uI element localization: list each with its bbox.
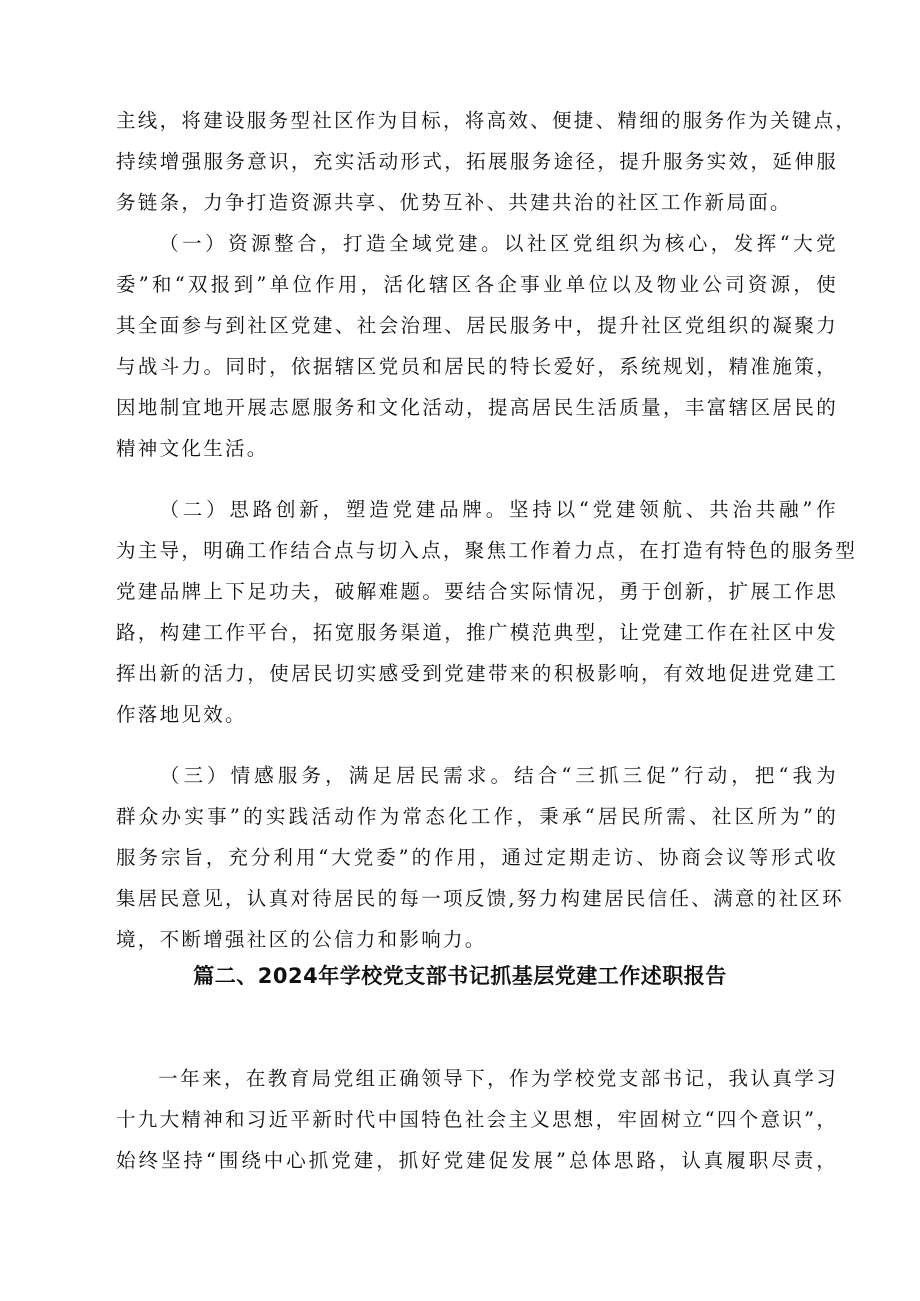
text-line: 集居民意见，认真对待居民的每一项反馈,努力构建居民信任、满意的社区环 bbox=[116, 887, 844, 910]
text-line: 持续增强服务意识，充实活动形式，拓展服务途径，提升服务实效，延伸服 bbox=[116, 150, 838, 173]
text-line: 务链条，力争打造资源共享、优势互补、共建共治的社区工作新局面。 bbox=[116, 191, 792, 214]
text-line: 委”和“双报到”单位作用，活化辖区各企事业单位以及物业公司资源，使 bbox=[116, 273, 838, 296]
section-heading: 篇二、2024年学校党支部书记抓基层党建工作述职报告 bbox=[193, 964, 727, 988]
text-line: 境，不断增强社区的公信力和影响力。 bbox=[116, 928, 487, 951]
text-line: 精神文化生活。 bbox=[116, 437, 269, 460]
text-line: 主线，将建设服务型社区作为目标，将高效、便捷、精细的服务作为关键点， bbox=[116, 109, 858, 132]
text-line: 挥出新的活力，使居民切实感受到党建带来的积极影响，有效地促进党建工 bbox=[116, 662, 838, 685]
text-line: 一年来，在教育局党组正确领导下，作为学校党支部书记，我认真学习 bbox=[158, 1067, 838, 1090]
text-line: （二）思路创新，塑造党建品牌。坚持以“党建领航、共治共融”作 bbox=[158, 498, 838, 521]
paragraph-report-opening bbox=[116, 1058, 838, 1181]
text-line: 路，构建工作平台，拓宽服务渠道，推广模范典型，让党建工作在社区中发 bbox=[116, 621, 838, 644]
text-line: 十九大精神和习近平新时代中国特色社会主义思想，牢固树立“四个意识”， bbox=[116, 1108, 839, 1131]
paragraph-section-one bbox=[116, 223, 838, 469]
text-line: 群众办实事”的实践活动作为常态化工作，秉承“居民所需、社区所为”的 bbox=[116, 805, 838, 828]
text-line: 因地制宜地开展志愿服务和文化活动，提高居民生活质量，丰富辖区居民的 bbox=[116, 396, 838, 419]
text-line: 与战斗力。同时，依据辖区党员和居民的特长爱好，系统规划，精准施策， bbox=[116, 355, 838, 378]
text-line: 始终坚持“围绕中心抓党建，抓好党建促发展”总体思路，认真履职尽责， bbox=[116, 1149, 838, 1172]
paragraph-intro-continuation bbox=[116, 100, 858, 223]
text-line: 作落地见效。 bbox=[116, 703, 247, 726]
text-line: 其全面参与到社区党建、社会治理、居民服务中，提升社区党组织的凝聚力 bbox=[116, 314, 838, 337]
text-line: 服务宗旨，充分利用“大党委”的作用，通过定期走访、协商会议等形式收 bbox=[116, 846, 838, 869]
text-line: （一）资源整合，打造全域党建。以社区党组织为核心，发挥“大党 bbox=[158, 232, 838, 255]
paragraph-section-two bbox=[116, 489, 858, 735]
text-line: 为主导，明确工作结合点与切入点，聚焦工作着力点，在打造有特色的服务型 bbox=[116, 539, 858, 562]
text-line: 党建品牌上下足功夫，破解难题。要结合实际情况，勇于创新，扩展工作思 bbox=[116, 580, 838, 603]
text-line: （三）情感服务，满足居民需求。结合“三抓三促”行动，把“我为 bbox=[158, 764, 838, 787]
paragraph-section-three bbox=[116, 755, 844, 960]
